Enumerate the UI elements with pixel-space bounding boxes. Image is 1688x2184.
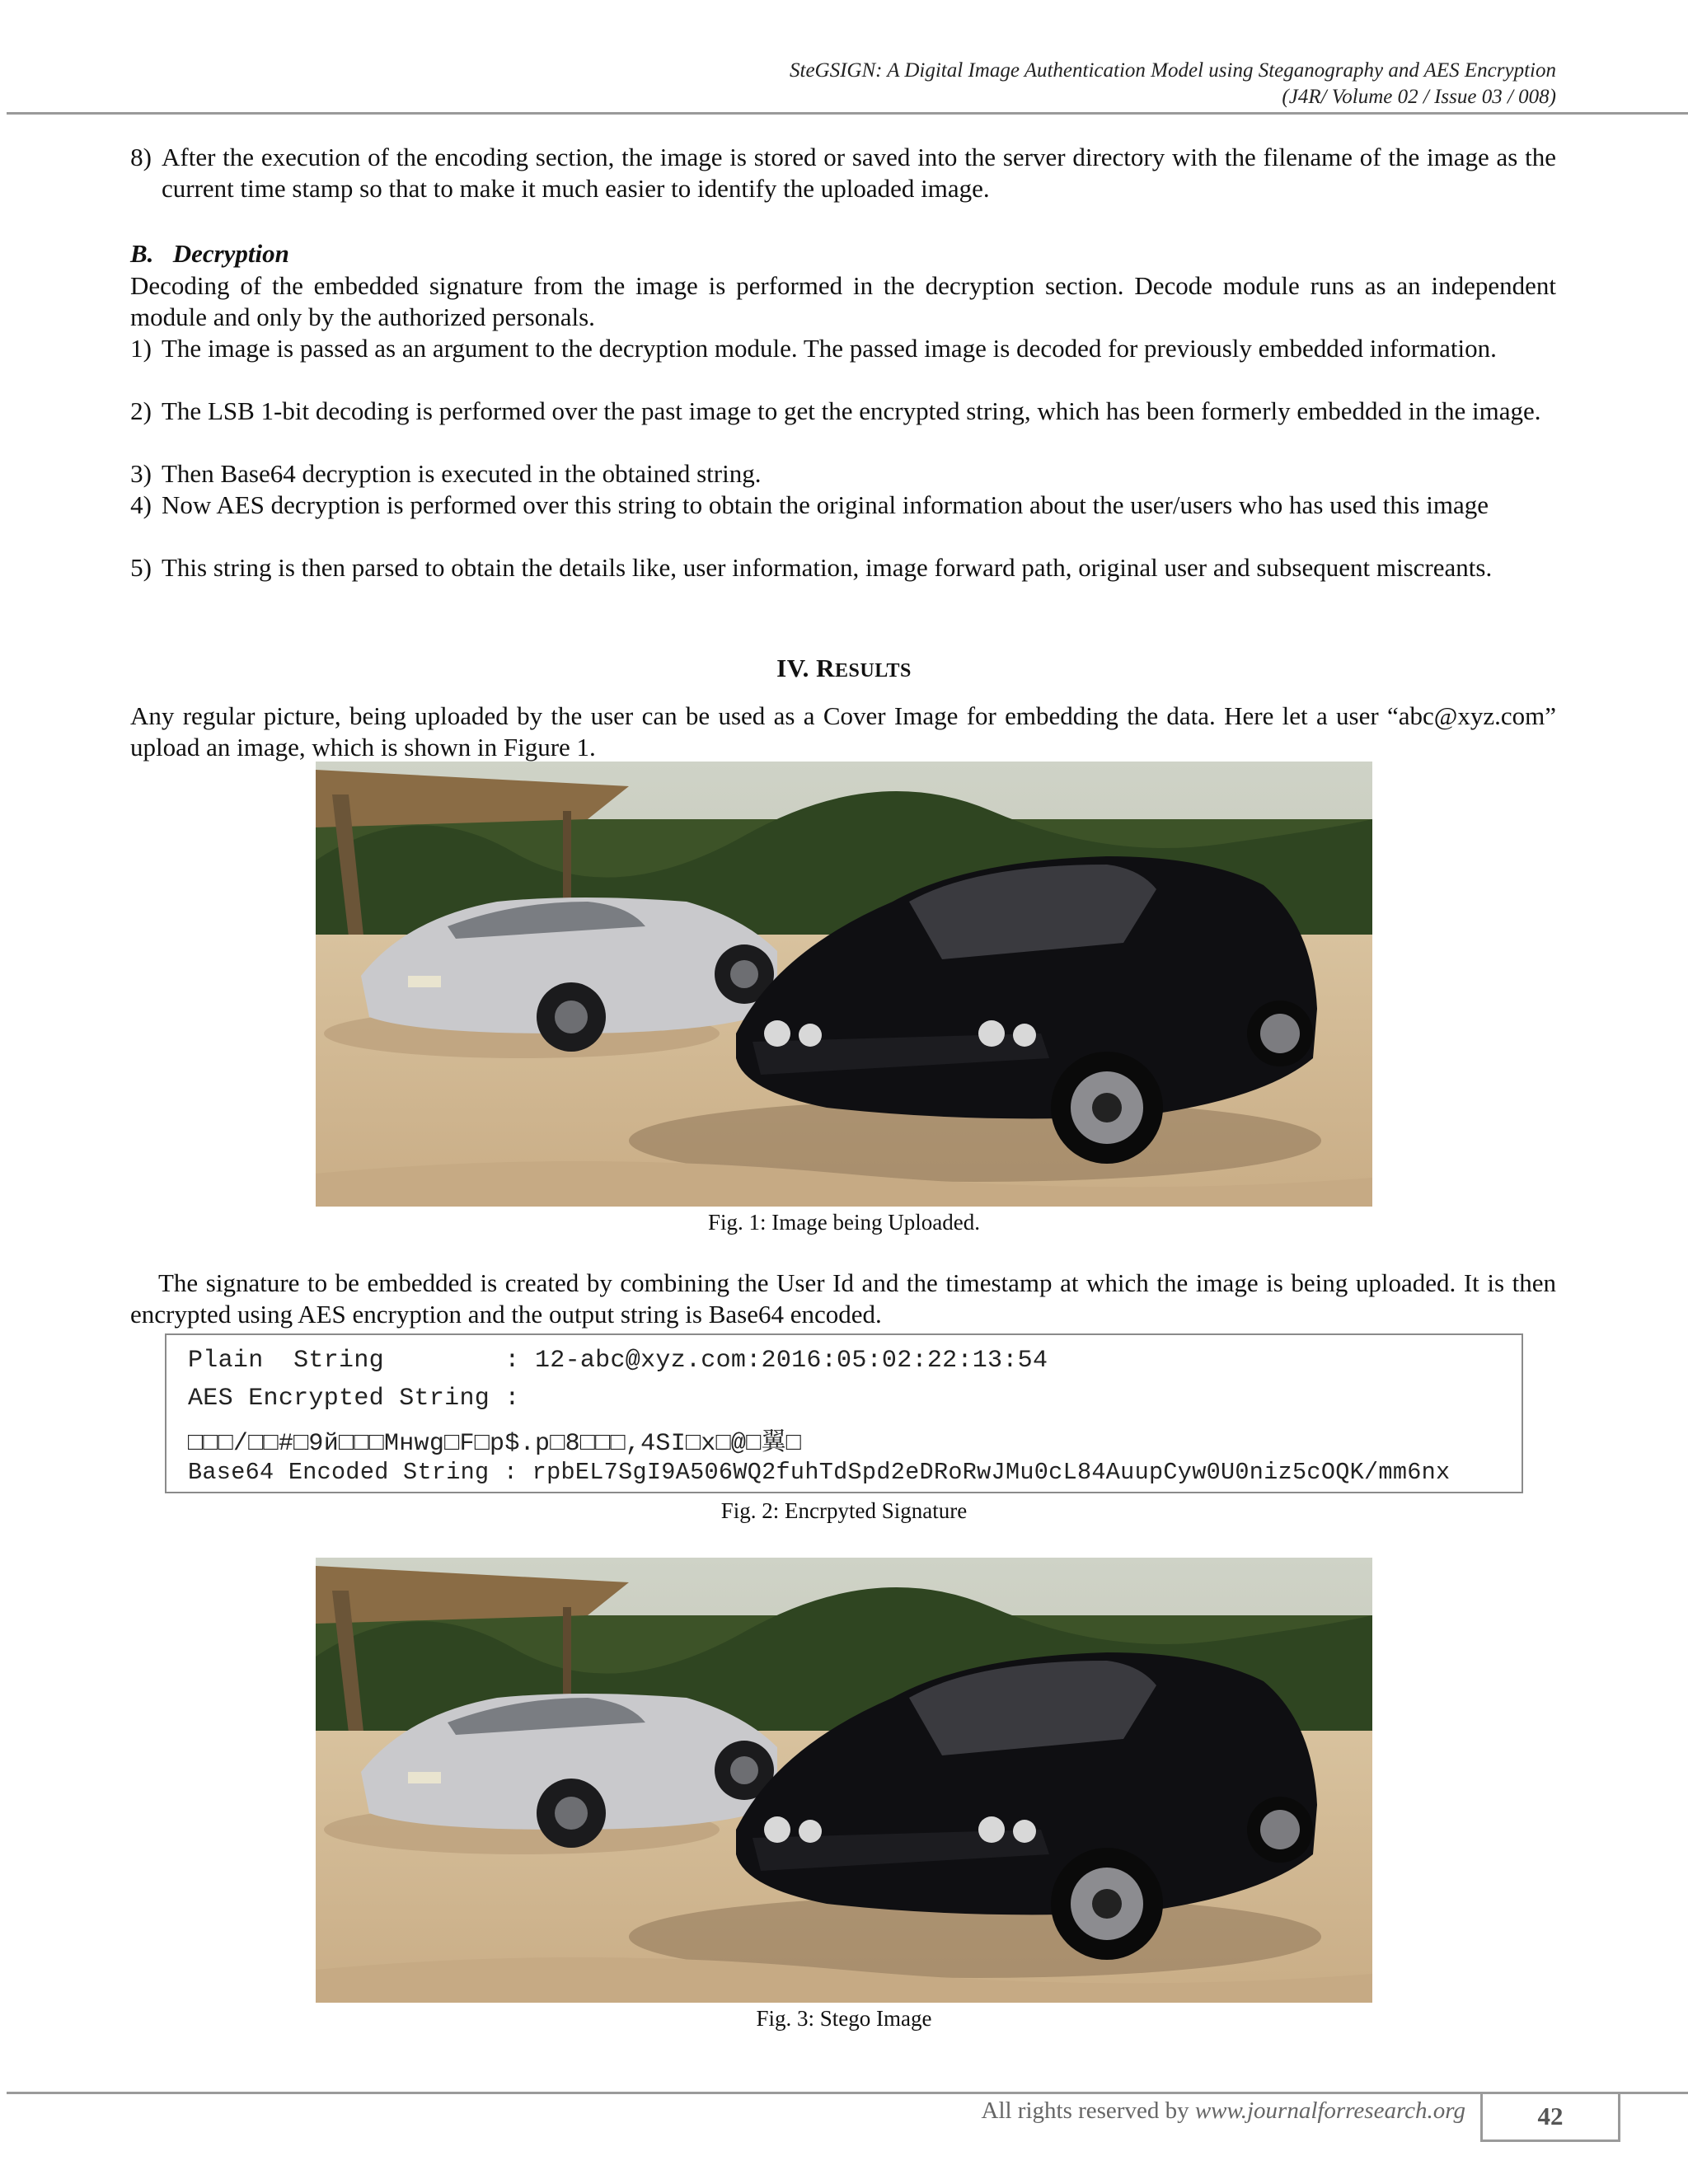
figure-caption: Fig. 3: Stego Image (756, 2006, 932, 2031)
results-paragraph: Any regular picture, being uploaded by the user can be used as a Cover Image for embedding the data. Here let a user “abc@xyz.com” upload an image, which is shown in Figure 1. (130, 701, 1556, 762)
section-heading: B. Decryption (130, 239, 289, 268)
header-rule (7, 112, 1688, 115)
cars-on-beach-illustration (316, 1558, 1372, 2003)
figure-caption: Fig. 2: Encrpyted Signature (720, 1498, 968, 1523)
list-item: 3) Then Base64 decryption is executed in the obtained string. (130, 459, 762, 488)
cover-image-photo (316, 762, 1372, 1207)
journal-site-link[interactable]: www.journalforresearch.org (1194, 2097, 1465, 2124)
list-item (130, 142, 1556, 204)
running-header-title: SteGSIGN: A Digital Image Authentication Model using Steganography and AES Encryption (790, 59, 1556, 82)
list-item: 5) This string is then parsed to obtain the details like, user information, image forward path, original user and subsequent miscreants. (130, 553, 1493, 582)
footer-rights: All rights reserved by www.journalforresearch.org (981, 2097, 1465, 2124)
footer-rule (7, 2092, 1688, 2094)
cars-on-beach-illustration (316, 762, 1372, 1207)
list-item: 4) Now AES decryption is performed over this string to obtain the original information about the user/users who has used this image (130, 490, 1489, 519)
list-text: After the execution of the encoding section, the image is stored or saved into the server directory with the filename of the image as the current time stamp so that to make it much easier to identify the uploaded image. (162, 143, 1556, 203)
aes-label-line: AES Encrypted String : (188, 1385, 520, 1413)
plain-string-line: Plain String : 12-abc@xyz.com:2016:05:02:22:13:54 (188, 1347, 1048, 1375)
signature-paragraph: The signature to be embedded is created by combining the User Id and the timestamp at which the image is being uploaded. It is then encrypted using AES encryption and the output string is Base64 encoded. (130, 1268, 1556, 1329)
aes-ciphertext-line: □□□/□□#□9й□□□Mнwg□F□p$.p□8□□□,4SI□x□@□翼□ (188, 1430, 802, 1458)
stego-image-photo (316, 1558, 1372, 2003)
list-item: 2) The LSB 1-bit decoding is performed over the past image to get the encrypted string, which has been formerly embedded in the image. (130, 396, 1541, 425)
list-number: 8) (130, 143, 152, 171)
section-heading-text: Decryption (172, 239, 289, 268)
list-item: 1) The image is passed as an argument to the decryption module. The passed image is decoded for previously embedded information. (130, 334, 1497, 363)
base64-line: Base64 Encoded String : rpbEL7SgI9A506WQ2fuhTdSpd2eDRoRwJMu0cL84AuupCyw0U0niz5cOQK/mm6nx (188, 1459, 1451, 1486)
decryption-intro: Decoding of the embedded signature from the image is performed in the decryption section. Decode module runs as an independent module and only by the authorized personals. (130, 271, 1556, 331)
figure-caption: Fig. 1: Image being Uploaded. (708, 1210, 980, 1235)
results-heading: IV. RESULTS (776, 654, 912, 682)
page-number: 42 (1480, 2093, 1620, 2142)
running-header-volume: (J4R/ Volume 02 / Issue 03 / 008) (1282, 86, 1556, 108)
signature-console (165, 1333, 1523, 1493)
